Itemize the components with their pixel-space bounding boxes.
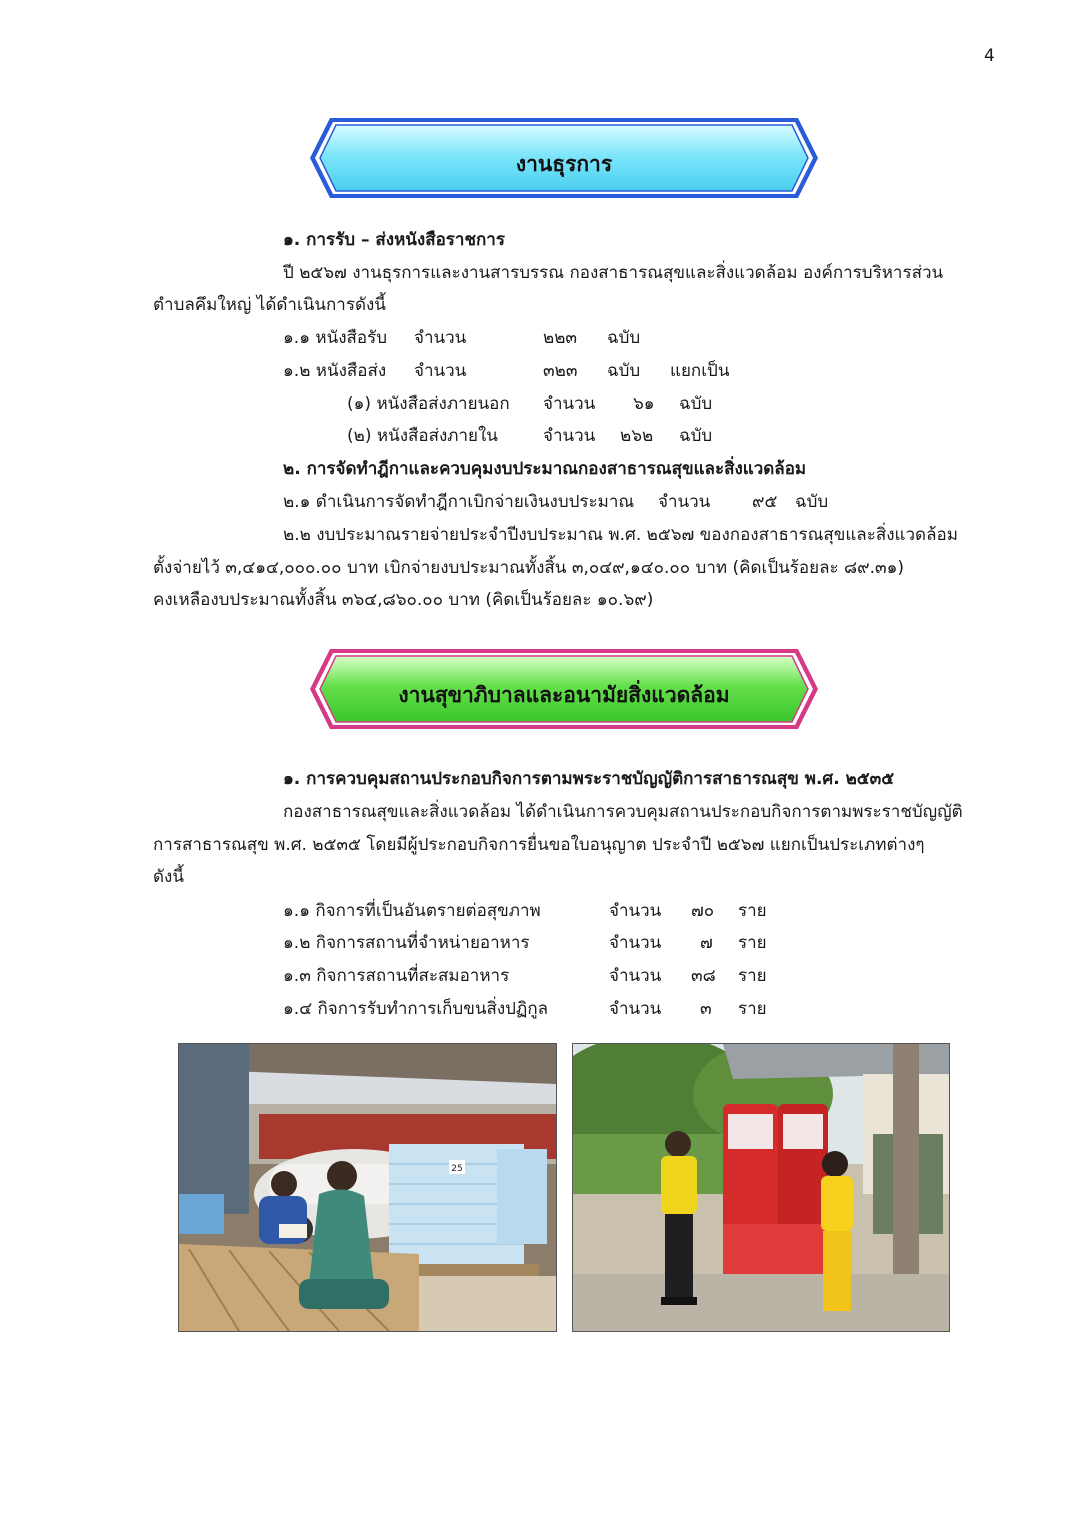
- row-unit: ราย: [738, 933, 767, 953]
- row-unit: ฉบับ: [607, 361, 641, 381]
- row-amount-label: จำนวน: [609, 901, 662, 921]
- paragraph-line: ดังนี้: [153, 867, 184, 887]
- page-number: 4: [984, 46, 995, 66]
- row-label: ๑.๓ กิจการสถานที่สะสมอาหาร: [283, 966, 510, 986]
- paragraph-line: ตำบลคึมใหญ่ ได้ดำเนินการดังนี้: [153, 295, 386, 315]
- row-value: ๙๕: [752, 492, 778, 512]
- heading-business-control: ๑. การควบคุมสถานประกอบกิจการตามพระราชบัญญัติการสาธารณสุข พ.ศ. ๒๕๓๕: [283, 769, 895, 789]
- subrow-value: ๒๖๒: [620, 426, 654, 446]
- row-amount-label: จำนวน: [609, 933, 662, 953]
- section-banner-administration: [308, 116, 820, 200]
- photo-illustration: [179, 1044, 556, 1331]
- row-unit: ราย: [738, 966, 767, 986]
- row-unit: ราย: [738, 901, 767, 921]
- row-amount-label: จำนวน: [609, 999, 662, 1019]
- row-label: ๑.๒ หนังสือส่ง: [283, 361, 387, 381]
- subrow-amount-label: จำนวน: [543, 394, 596, 414]
- photo-illustration: [573, 1044, 949, 1331]
- row-label: ๑.๒ กิจการสถานที่จำหน่ายอาหาร: [283, 933, 530, 953]
- row-value: ๓๒๓: [543, 361, 578, 381]
- section-banner-sanitation: [308, 647, 820, 731]
- row-unit: ราย: [738, 999, 767, 1019]
- row-unit: ฉบับ: [607, 328, 641, 348]
- pallet-tag-number: 25: [451, 1164, 463, 1174]
- heading-document-receive-send: ๑. การรับ – ส่งหนังสือราชการ: [283, 230, 505, 250]
- section-title: งานธุรการ: [515, 152, 613, 176]
- photo-water-storage-inspection: [178, 1043, 557, 1332]
- subrow-label: (๑) หนังสือส่งภายนอก: [347, 394, 510, 414]
- section-title: งานสุขาภิบาลและอนามัยสิ่งแวดล้อม: [398, 683, 730, 707]
- row-label: ๑.๔ กิจการรับทำการเก็บขนสิ่งปฏิกูล: [283, 999, 549, 1019]
- row-label: ๒.๑ ดำเนินการจัดทำฎีกาเบิกจ่ายเงินงบประมาณ: [283, 492, 635, 512]
- subrow-amount-label: จำนวน: [543, 426, 596, 446]
- paragraph-line: ๒.๒ งบประมาณรายจ่ายประจำปีงบประมาณ พ.ศ. ๒๕๖๗ ของกองสาธารณสุขและสิ่งแวดล้อม: [283, 525, 958, 545]
- paragraph-line: กองสาธารณสุขและสิ่งแวดล้อม ได้ดำเนินการควบคุมสถานประกอบกิจการตามพระราชบัญญัติ: [283, 802, 963, 822]
- row-amount-label: จำนวน: [414, 361, 467, 381]
- row-extra: แยกเป็น: [670, 361, 730, 381]
- row-value: ๗: [700, 933, 713, 953]
- row-unit: ฉบับ: [795, 492, 829, 512]
- row-value: ๓: [700, 999, 712, 1019]
- photo-fuel-station-inspection: [572, 1043, 950, 1332]
- row-value: ๓๘: [691, 966, 716, 986]
- paragraph-line: ตั้งจ่ายไว้ ๓,๔๑๔,๐๐๐.๐๐ บาท เบิกจ่ายงบประมาณทั้งสิ้น ๓,๐๔๙,๑๔๐.๐๐ บาท (คิดเป็นร้อยละ ๘๙.๓๑): [153, 558, 905, 578]
- paragraph-line: การสาธารณสุข พ.ศ. ๒๕๓๕ โดยมีผู้ประกอบกิจการยื่นขอใบอนุญาต ประจำปี ๒๕๖๗ แยกเป็นประเภทต่างๆ: [153, 835, 925, 855]
- row-label: ๑.๑ หนังสือรับ: [283, 328, 388, 348]
- row-label: ๑.๑ กิจการที่เป็นอันตรายต่อสุขภาพ: [283, 901, 541, 921]
- paragraph-line: ปี ๒๕๖๗ งานธุรการและงานสารบรรณ กองสาธารณสุขและสิ่งแวดล้อม องค์การบริหารส่วน: [283, 263, 944, 283]
- subrow-unit: ฉบับ: [679, 394, 713, 414]
- subrow-label: (๒) หนังสือส่งภายใน: [347, 426, 498, 446]
- heading-budget-control: ๒. การจัดทำฎีกาและควบคุมงบประมาณกองสาธารณสุขและสิ่งแวดล้อม: [283, 459, 807, 479]
- paragraph-line: คงเหลืองบประมาณทั้งสิ้น ๓๖๔,๘๖๐.๐๐ บาท (คิดเป็นร้อยละ ๑๐.๖๙): [153, 590, 654, 610]
- row-amount-label: จำนวน: [609, 966, 662, 986]
- subrow-unit: ฉบับ: [679, 426, 713, 446]
- subrow-value: ๖๑: [633, 394, 655, 414]
- row-amount-label: จำนวน: [658, 492, 711, 512]
- row-amount-label: จำนวน: [414, 328, 467, 348]
- row-value: ๗๐: [691, 901, 715, 921]
- row-value: ๒๒๓: [543, 328, 578, 348]
